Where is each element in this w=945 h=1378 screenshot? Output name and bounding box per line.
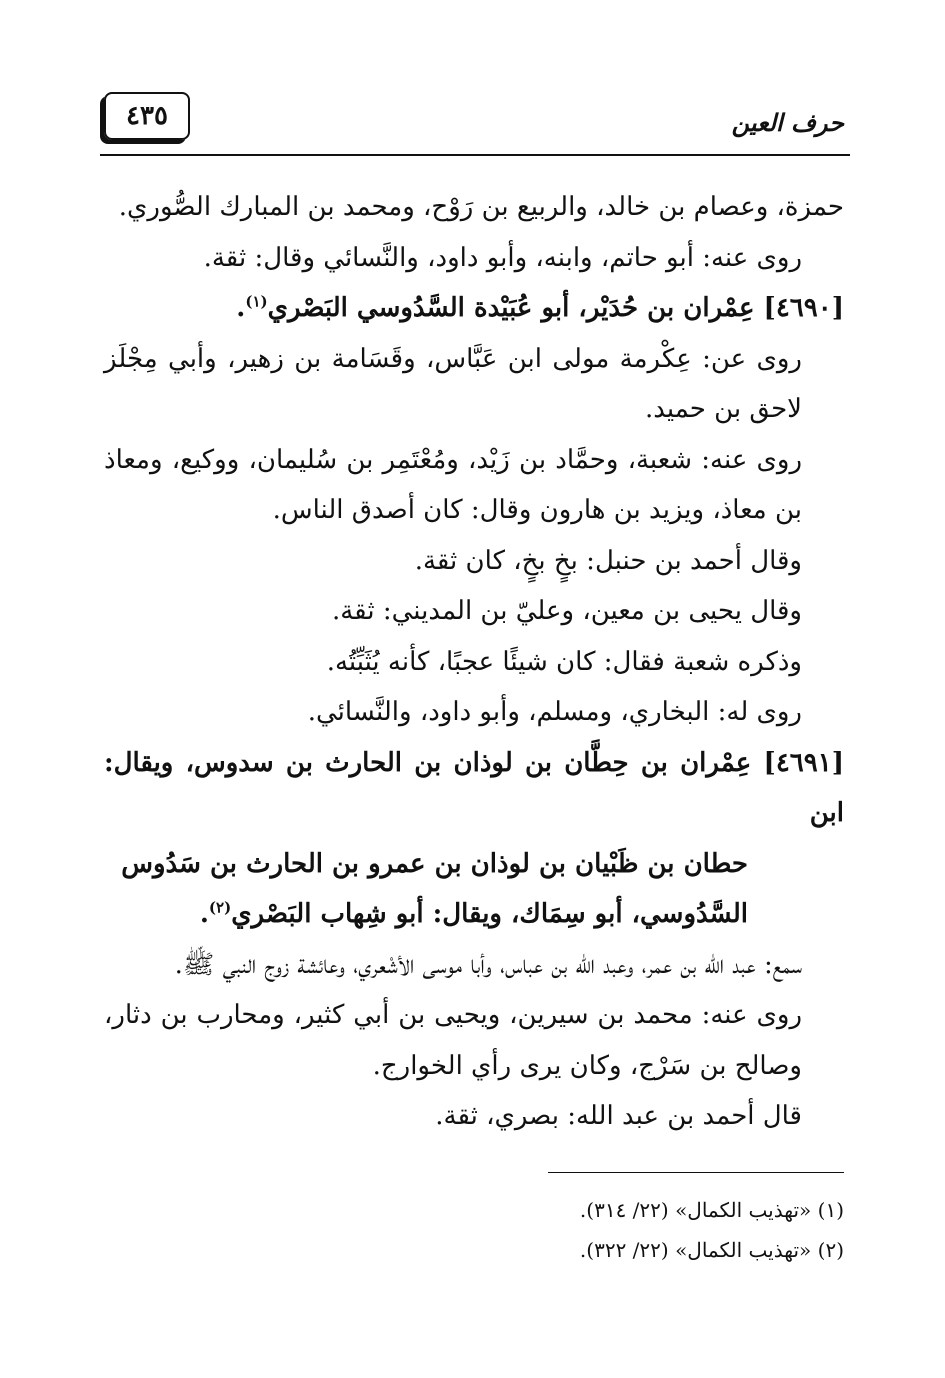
text-line: حمزة، وعصام بن خالد، والربيع بن رَوْح، ومحمد بن المبارك الصُّوري. [118, 192, 844, 222]
text-line: وذكره شعبة فقال: كان شيئًا عجبًا، كأنه يُثَبِّتُه. [326, 646, 802, 677]
entry-heading-4690: [٤٦٩٠] عِمْران بن حُدَيْر، أبو عُبَيْدة السَّدُوسي البَصْري$^{(١)}$. [236, 292, 844, 323]
footnote-mark: (١) [245, 292, 268, 311]
text-line: قال أحمد بن عبد الله: بصري، ثقة. [435, 1101, 802, 1131]
page-header [100, 90, 850, 156]
entry-heading-continued: حطان بن ظَبْيان بن لوذان بن عمرو بن الحارث بن سَدُوس [121, 848, 748, 879]
text-line: روى عنه: أبو حاتم، وابنه، وأبو داود، والنَّسائي وقال: ثقة. [203, 242, 802, 273]
footnotes [104, 1190, 844, 1270]
text-line: سمع: عبد الله بن عمر، وعبد الله بن عباس، وأبا موسى الأشْعري، وعائشة زوج النبي ﷺ. [174, 949, 802, 980]
entry-heading-continued: السَّدُوسي، أبو سِمَاك، ويقال: أبو شِهاب البَصْري$^{(٢)}$. [199, 898, 748, 929]
text-line: وقال أحمد بن حنبل: بخٍ بخٍ، كان ثقة. [414, 545, 802, 576]
entry-heading-4691: [٤٦٩١] عِمْران بن حِطَّان بن لوذان بن الحارث بن سدوس، ويقال: ابن [104, 747, 844, 828]
entry-heading-text: [٤٦٩٠] عِمْران بن حُدَيْر، أبو عُبَيْدة السَّدُوسي البَصْري [267, 293, 844, 323]
header-rule [100, 154, 850, 156]
footnote-mark: (٢) [208, 898, 232, 917]
footnote: (١) «تهذيب الكمال» (٢٢/ ٣١٤). [579, 1198, 844, 1222]
running-title: حرف العين [731, 108, 844, 137]
text-line: روى عنه: محمد بن سيرين، ويحيى بن أبي كثير، ومحارب بن دثار، وصالح بن سَرْج، وكان يرى رأي الخوارج. [104, 1000, 802, 1081]
footnote: (٢) «تهذيب الكمال» (٢٢/ ٣٢٢). [579, 1238, 844, 1262]
text-line: روى له: البخاري، ومسلم، وأبو داود، والنَّسائي. [307, 697, 802, 727]
footnote-rule [548, 1172, 844, 1173]
text-line: روى عن: عِكْرمة مولى ابن عَبَّاس، وقَسَامة بن زهير، وأبي مِجْلَز لاحق بن حميد. [104, 343, 802, 424]
text-line: وقال يحيى بن معين، وعليّ بن المديني: ثقة. [331, 596, 802, 626]
main-text [104, 182, 844, 1142]
page-number: ٤٣٥ [104, 92, 190, 140]
text-line: روى عنه: شعبة، وحمَّاد بن زَيْد، ومُعْتَمِر بن سُليمان، ووكيع، ومعاذ بن معاذ، ويزيد بن هارون وقال: كان أصدق الناس. [104, 444, 802, 525]
